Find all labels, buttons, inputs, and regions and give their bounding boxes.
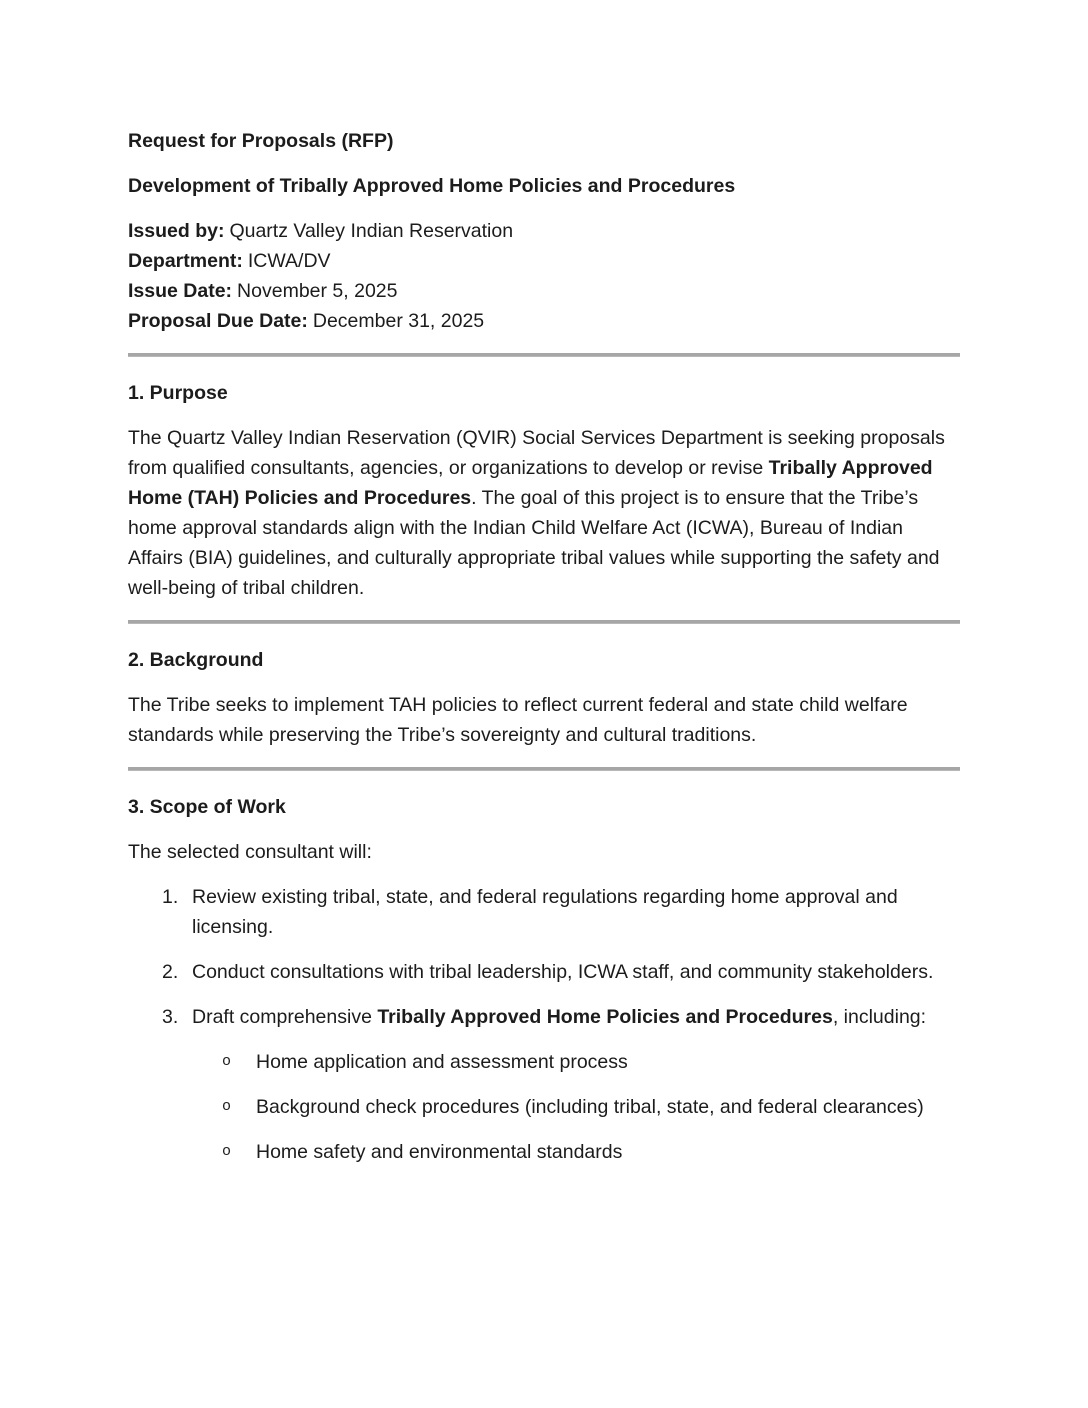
sub-list-item-text: Background check procedures (including tribal, state, and federal clearances) — [256, 1096, 924, 1118]
meta-value-department: ICWA/DV — [247, 250, 331, 272]
meta-value-due-date: December 31, 2025 — [312, 310, 485, 332]
sub-list-item — [128, 1092, 960, 1122]
section-heading-scope: 3. Scope of Work — [128, 796, 286, 818]
meta-label-issued-by: Issued by: — [128, 220, 225, 242]
section-divider — [128, 767, 960, 771]
meta-value-issued-by: Quartz Valley Indian Reservation — [229, 220, 514, 242]
meta-line-department — [128, 246, 960, 276]
meta-line-issue-date — [128, 276, 960, 306]
meta-label-department: Department: — [128, 250, 243, 272]
list-item-text: Conduct consultations with tribal leadership, ICWA staff, and community stakeholders. — [192, 961, 934, 983]
list-item-text: Draft comprehensive Tribally Approved Home Policies and Procedures, including: — [192, 1006, 927, 1028]
list-item — [128, 1002, 960, 1032]
meta-label-issue-date: Issue Date: — [128, 280, 233, 302]
scope-numbered-list — [128, 882, 960, 1032]
list-item-number: 1. — [162, 886, 179, 908]
list-item-text: Review existing tribal, state, and federal regulations regarding home approval and licensing. — [192, 886, 898, 938]
scope-sub-bullet-list — [128, 1047, 960, 1167]
list-item — [128, 882, 960, 942]
scope-intro: The selected consultant will: — [128, 841, 372, 863]
bullet-marker: o — [222, 1143, 232, 1160]
sub-list-item — [128, 1047, 960, 1077]
sub-list-item-text: Home safety and environmental standards — [256, 1141, 623, 1163]
background-paragraph: The Tribe seeks to implement TAH policies to reflect current federal and state child welfare standards while preserving the Tribe’s sovereignty and cultural traditions. — [128, 694, 908, 746]
meta-block — [128, 216, 960, 336]
meta-label-due-date: Proposal Due Date: — [128, 310, 308, 332]
purpose-paragraph: The Quartz Valley Indian Reservation (QVIR) Social Services Department is seeking proposals from qualified consultants, agencies, or organizations to develop or revise Tribally Approved Home (TAH) Policies and Procedures. The goal of this project is to ensure that the Tribe’s home approval standards align with the Indian Child Welfare Act (ICWA), Bureau of Indian Affairs (BIA) guidelines, and culturally appropriate tribal values while supporting the safety and well-being of tribal children. — [128, 427, 945, 599]
list-item-number: 3. — [162, 1006, 179, 1028]
list-item-number: 2. — [162, 961, 179, 983]
bullet-marker: o — [222, 1098, 232, 1115]
section-heading-purpose: 1. Purpose — [128, 382, 228, 404]
meta-line-issued-by — [128, 216, 960, 246]
list-item — [128, 957, 960, 987]
section-divider — [128, 620, 960, 624]
document-title: Request for Proposals (RFP) — [128, 130, 394, 152]
document-subtitle: Development of Tribally Approved Home Policies and Procedures — [128, 175, 736, 197]
sub-list-item — [128, 1137, 960, 1167]
meta-line-due-date — [128, 306, 960, 336]
section-divider — [128, 353, 960, 357]
section-heading-background: 2. Background — [128, 649, 264, 671]
bullet-marker: o — [222, 1053, 232, 1070]
sub-list-item-text: Home application and assessment process — [256, 1051, 628, 1073]
meta-value-issue-date: November 5, 2025 — [237, 280, 398, 302]
